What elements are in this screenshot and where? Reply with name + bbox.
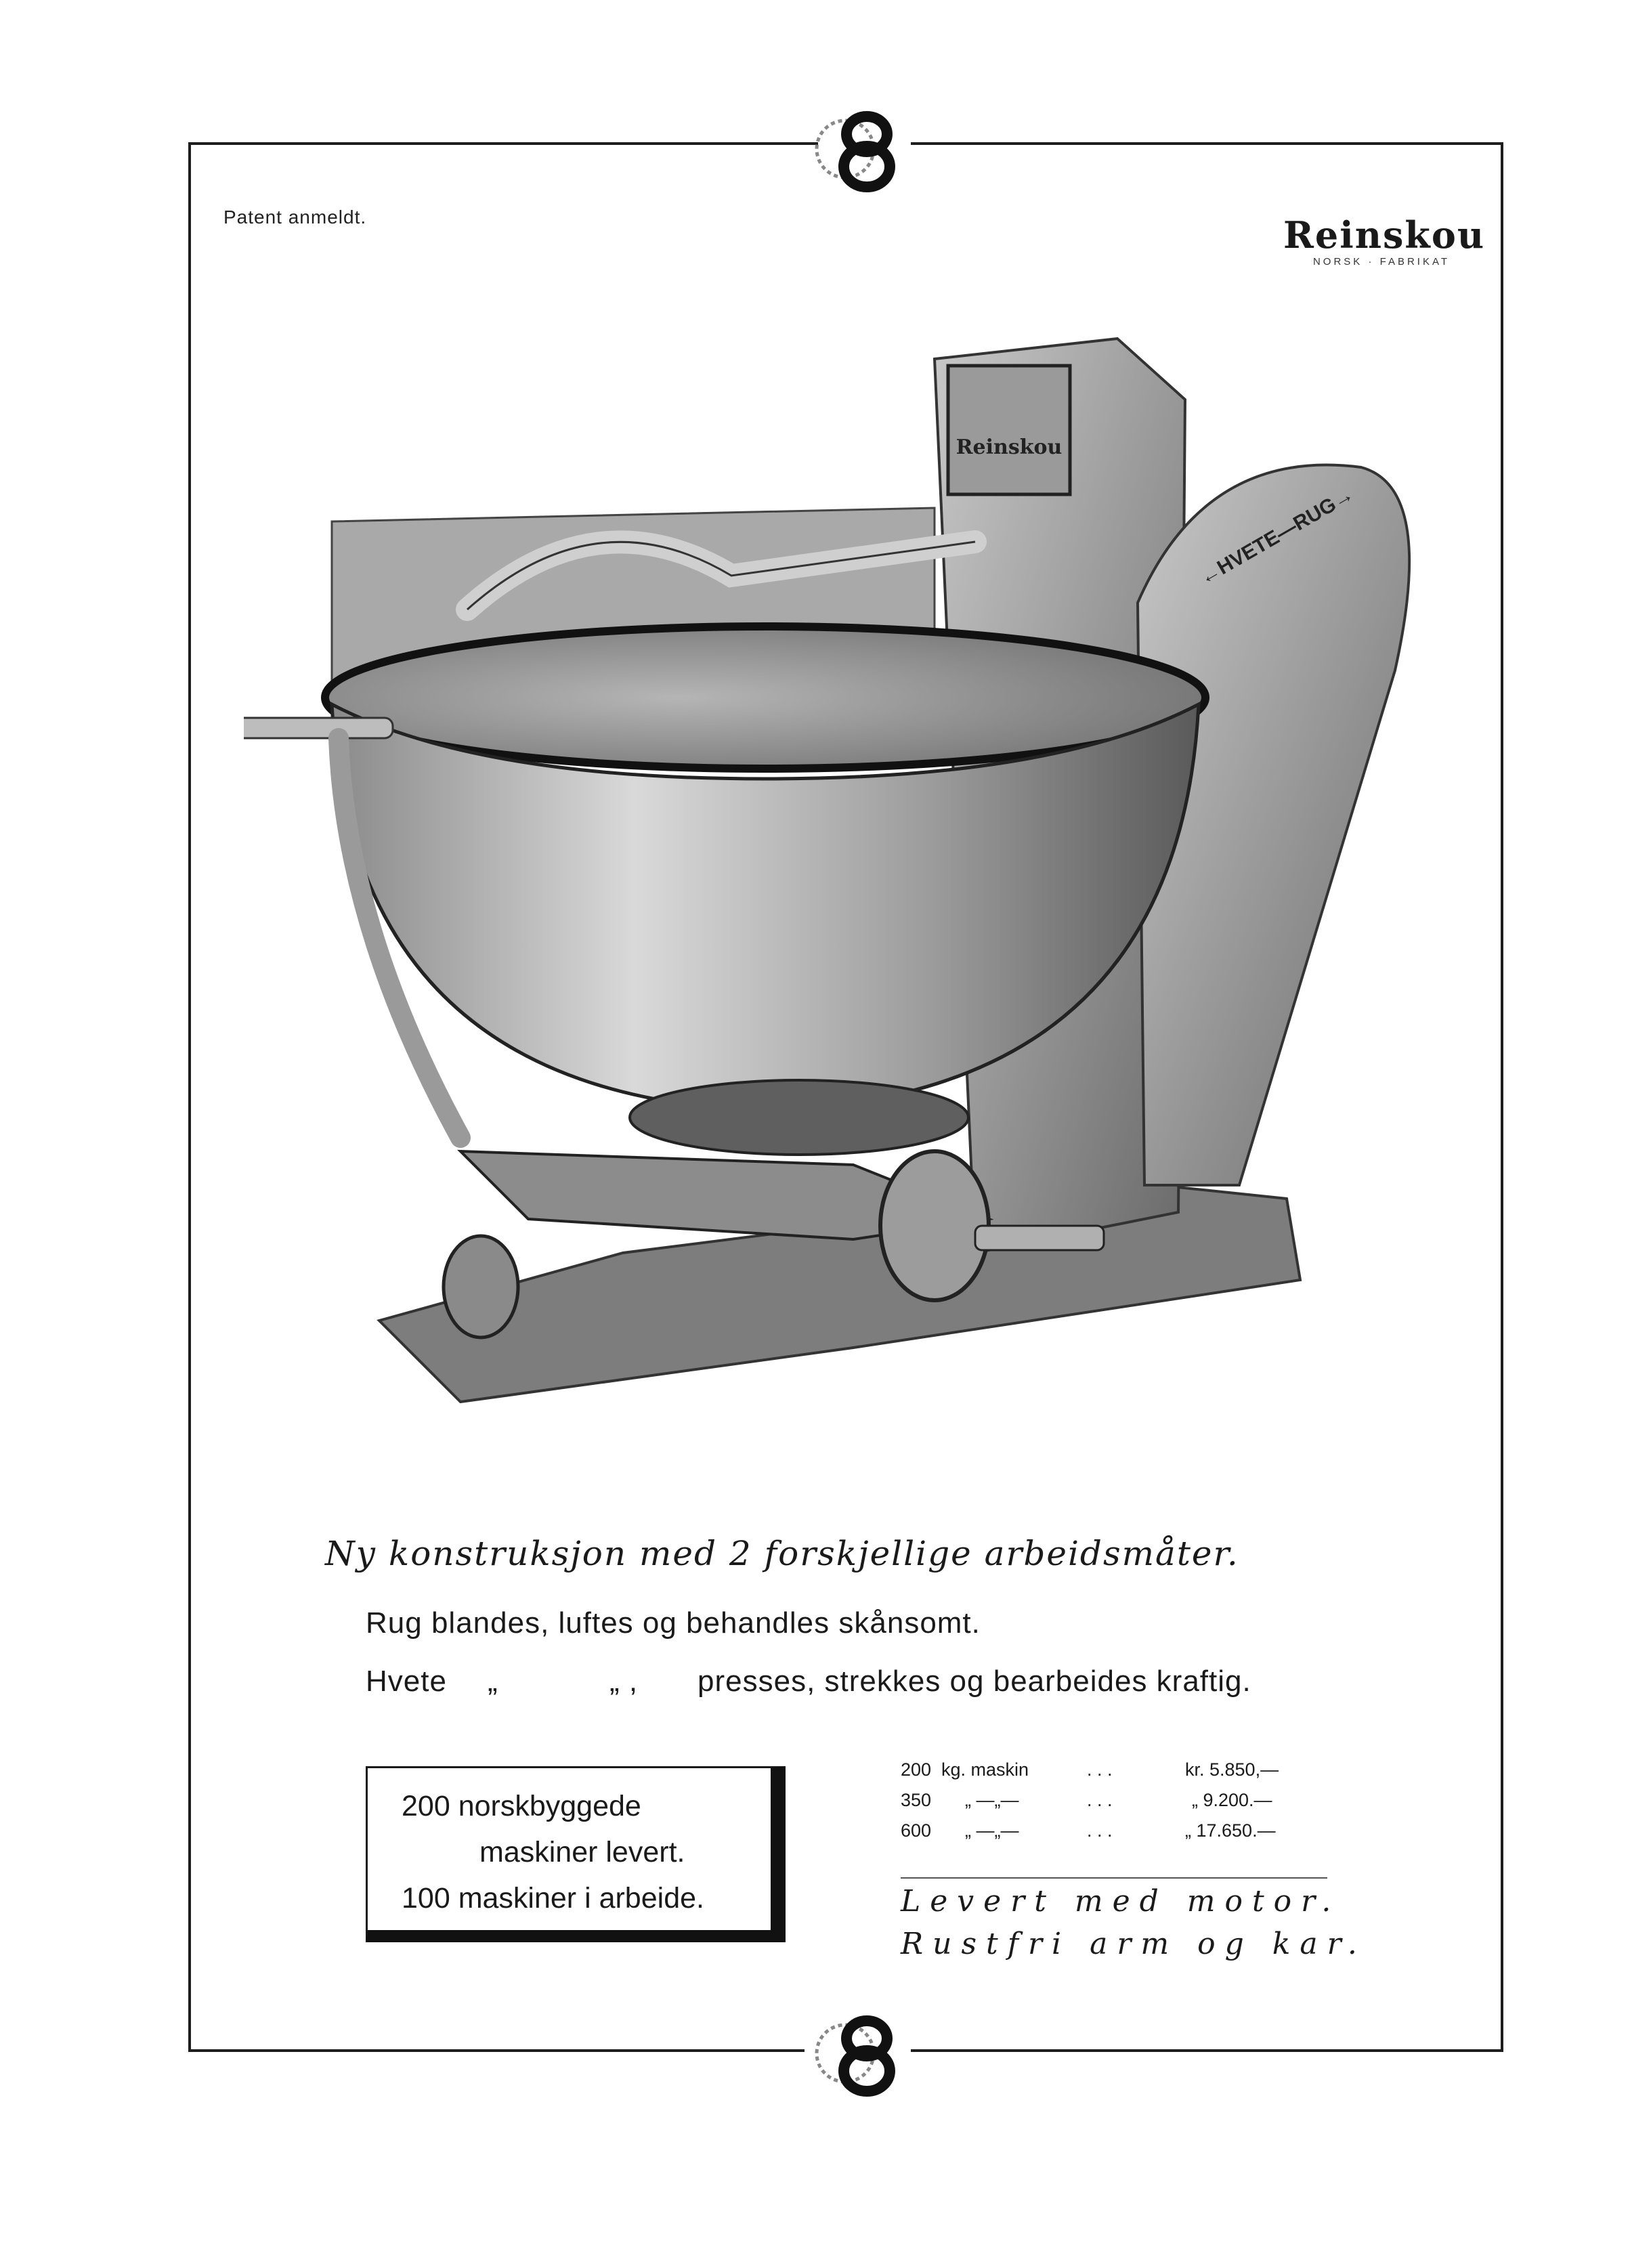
headline: Ny konstruksjon med 2 forskjellige arbeidsmåter. <box>325 1534 1239 1573</box>
infobox-line-2: maskiner levert. <box>479 1836 685 1868</box>
dough-mixer-illustration <box>244 318 1422 1470</box>
motor-note-line-1: Levert med motor. <box>901 1884 1341 1919</box>
price-value: kr. 5.850,— <box>1185 1759 1279 1780</box>
price-unit: kg. maskin <box>941 1759 1029 1780</box>
left-frame <box>188 142 191 2052</box>
bottom-frame-left <box>188 2049 805 2052</box>
top-frame-right <box>911 142 1503 145</box>
ditto-mark-1: „ <box>488 1665 498 1698</box>
price-unit: „ —„— <box>965 1820 1019 1841</box>
price-unit: „ —„— <box>965 1790 1019 1810</box>
price-value: „ 9.200.— <box>1192 1790 1272 1810</box>
price-dots: . . . <box>1087 1820 1113 1841</box>
price-size: 600 <box>901 1820 932 1841</box>
price-value: „ 17.650.— <box>1185 1820 1276 1841</box>
hvete-word: Hvete <box>366 1665 447 1698</box>
panel-label: Reinskou <box>956 435 1063 459</box>
brand-name: Reinskou <box>1283 213 1486 257</box>
infobox-line-3: 100 maskiner i arbeide. <box>402 1882 704 1914</box>
brand-subtitle: NORSK · FABRIKAT <box>1312 256 1451 268</box>
rug-line: Rug blandes, luftes og behandles skånsomt. <box>366 1606 981 1640</box>
price-size: 200 <box>901 1759 932 1780</box>
patent-note: Patent anmeldt. <box>223 207 367 228</box>
top-frame-left <box>188 142 818 145</box>
hvete-rest: presses, strekkes og bearbeides kraftig. <box>698 1665 1251 1698</box>
right-frame <box>1501 142 1503 2052</box>
delivered-machines-box <box>366 1766 786 1942</box>
price-dots: . . . <box>1087 1790 1113 1810</box>
bottom-logo-icon <box>805 2006 913 2101</box>
bottom-frame-right <box>911 2049 1503 2052</box>
top-logo-icon <box>805 102 913 196</box>
infobox-line-1: 200 norskbyggede <box>402 1790 641 1822</box>
brand-logo <box>1283 213 1486 268</box>
guard-label: ←HVETE—RUG→ <box>1195 483 1358 590</box>
price-dots: . . . <box>1087 1759 1113 1780</box>
motor-note-line-2: Rustfri arm og kar. <box>901 1927 1367 1961</box>
price-size: 350 <box>901 1790 932 1810</box>
ditto-mark-2: „ , <box>609 1665 639 1698</box>
price-divider <box>901 1877 1327 1879</box>
